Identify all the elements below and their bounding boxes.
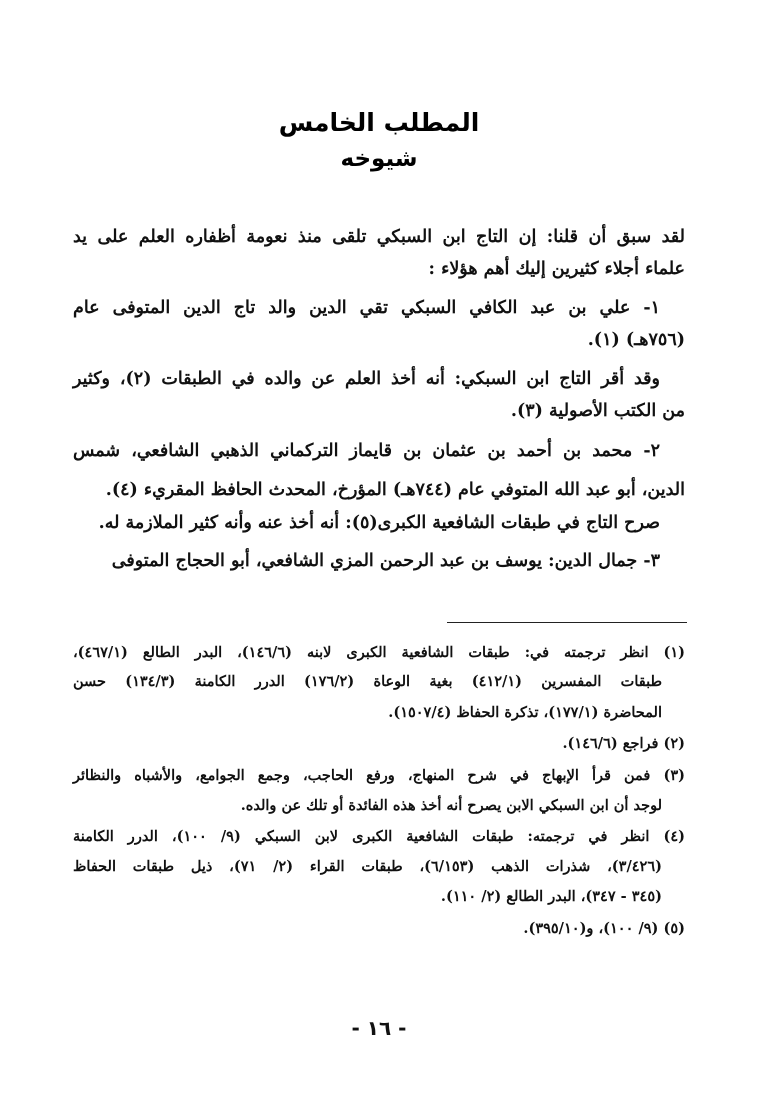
footnote-line: طبقات المفسرين (٤١٢/١) بغية الوعاة (١٧٦/٢) الدرر الكامنة (١٣٤/٣) حسن — [73, 673, 662, 690]
body-line: لقد سبق أن قلنا: إن التاج ابن السبكي تلقى منذ نعومة أظفاره العلم على يد — [73, 227, 685, 247]
footnote-line: (٢) فراجع (١٤٦/٦). — [562, 735, 685, 752]
body-line: ٣- جمال الدين: يوسف بن عبد الرحمن المزي الشافعي، أبو الحجاج المتوفى — [111, 551, 660, 571]
footnote-line: المحاضرة (١٧٧/١)، تذكرة الحفاظ (١٥٠٧/٤). — [388, 704, 662, 721]
footnote-line: لوجد أن ابن السبكي الابن يصرح أنه أخذ هذه الفائدة أو تلك عن والده. — [240, 797, 662, 814]
body-line: من الكتب الأصولية (٣). — [510, 401, 685, 421]
body-line: الدين، أبو عبد الله المتوفي عام (٧٤٤هـ) المؤرخ، المحدث الحافظ المقريء (٤). — [105, 480, 685, 500]
footnote-line: (٣٤٥ - ٣٤٧)، البدر الطالع (٢/ ١١٠). — [440, 888, 662, 905]
body-line: وقد أقر التاج ابن السبكي: أنه أخذ العلم عن والده في الطبقات (٢)، وكثير — [73, 369, 660, 389]
section-subtitle: شيوخه — [340, 146, 418, 172]
page-number: - ١٦ - — [351, 1016, 407, 1040]
footnote-separator — [447, 622, 687, 623]
body-line: صرح التاج في طبقات الشافعية الكبرى(٥): أنه أخذ عنه وأنه كثير الملازمة له. — [98, 513, 660, 533]
footnote-line: (١) انظر ترجمته في: طبقات الشافعية الكبرى لابنه (١٤٦/٦)، البدر الطالع (٤٦٧/١)، — [73, 644, 686, 661]
body-line: ٢- محمد بن أحمد بن عثمان بن قايماز التركماني الذهبي الشافعي، شمس — [73, 441, 660, 461]
section-title: المطلب الخامس — [278, 108, 480, 137]
body-line: (٧٥٦هـ) (١). — [587, 330, 685, 350]
footnote-line: (٣) فمن قرأ الإبهاج في شرح المنهاج، ورفع الحاجب، وجمع الجوامع، والأشباه والنظائر — [73, 767, 685, 784]
body-line: ١- علي بن عبد الكافي السبكي تقي الدين والد تاج الدين المتوفى عام — [73, 298, 660, 318]
footnote-line: (٣/٤٢٦)، شذرات الذهب (٦/١٥٣)، طبقات القراء (٢/ ٧١)، ذيل طبقات الحفاظ — [73, 858, 662, 875]
footnote-line: (٤) انظر في ترجمته: طبقات الشافعية الكبرى لابن السبكي (٩/ ١٠٠)، الدرر الكامنة — [73, 828, 685, 845]
body-line: علماء أجلاء كثيرين إليك أهم هؤلاء : — [428, 259, 685, 279]
footnote-line: (٥) (٩/ ١٠٠)، و(٣٩٥/١٠). — [523, 920, 685, 937]
